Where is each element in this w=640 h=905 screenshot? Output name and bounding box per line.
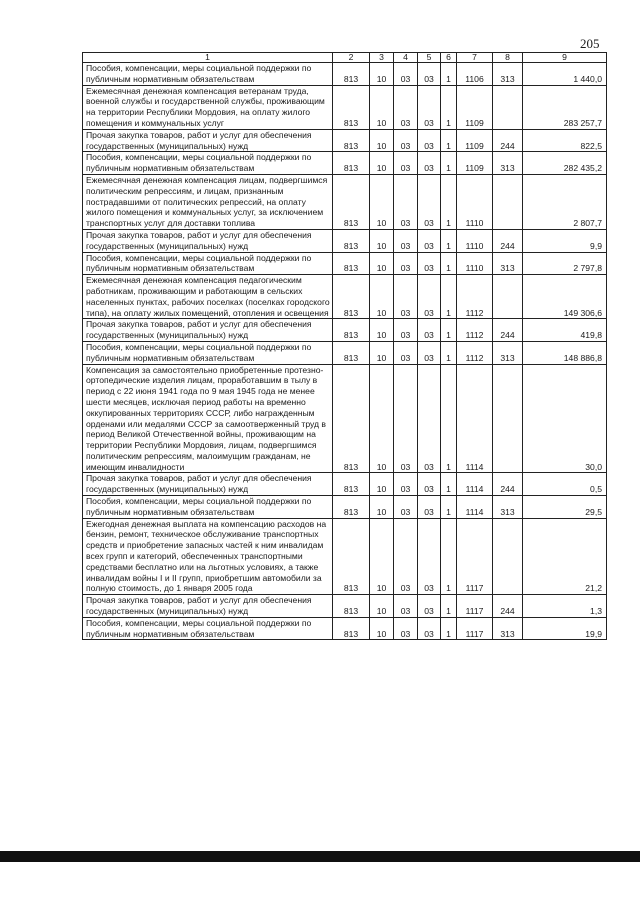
code-cell-c5: 03 [418, 341, 441, 364]
amount-cell: 2 797,8 [523, 252, 607, 275]
code-cell-c6: 1 [441, 364, 457, 473]
code-cell-c2: 813 [333, 496, 370, 519]
code-cell-c8: 244 [493, 473, 523, 496]
code-cell-c6: 1 [441, 252, 457, 275]
column-header-5: 5 [418, 53, 441, 63]
code-cell-c6: 1 [441, 595, 457, 618]
code-cell-c7: 1110 [457, 229, 493, 252]
code-cell-c8 [493, 174, 523, 229]
table-row [83, 85, 607, 129]
code-cell-c5: 03 [418, 364, 441, 473]
expense-item-name: Прочая закупка товаров, работ и услуг для обеспечения государственных (муниципальных) нужд [83, 129, 333, 152]
code-cell-c2: 813 [333, 518, 370, 595]
code-cell-c3: 10 [370, 252, 394, 275]
code-cell-c4: 03 [394, 341, 418, 364]
code-cell-c3: 10 [370, 174, 394, 229]
code-cell-c5: 03 [418, 174, 441, 229]
code-cell-c3: 10 [370, 63, 394, 86]
expense-item-name: Ежемесячная денежная компенсация лицам, подвергшимся политическим репрессиям, и лицам, признанным пострадавшими от политических репрессий, на оплату жилого помещения и коммунальных услуг, за исключением транспортных услуг для доставки топлива [83, 174, 333, 229]
table-row [83, 275, 607, 319]
code-cell-c8: 244 [493, 319, 523, 342]
code-cell-c4: 03 [394, 129, 418, 152]
code-cell-c7: 1109 [457, 152, 493, 175]
code-cell-c6: 1 [441, 473, 457, 496]
amount-cell: 19,9 [523, 617, 607, 640]
code-cell-c3: 10 [370, 319, 394, 342]
code-cell-c7: 1112 [457, 275, 493, 319]
code-cell-c5: 03 [418, 595, 441, 618]
code-cell-c2: 813 [333, 473, 370, 496]
code-cell-c3: 10 [370, 473, 394, 496]
code-cell-c6: 1 [441, 319, 457, 342]
code-cell-c8: 313 [493, 252, 523, 275]
code-cell-c5: 03 [418, 275, 441, 319]
table-row [83, 341, 607, 364]
code-cell-c2: 813 [333, 319, 370, 342]
column-header-3: 3 [370, 53, 394, 63]
budget-table [82, 52, 607, 640]
code-cell-c3: 10 [370, 496, 394, 519]
table-row [83, 364, 607, 473]
code-cell-c4: 03 [394, 252, 418, 275]
code-cell-c2: 813 [333, 252, 370, 275]
code-cell-c8: 313 [493, 63, 523, 86]
code-cell-c7: 1112 [457, 341, 493, 364]
code-cell-c4: 03 [394, 174, 418, 229]
code-cell-c7: 1117 [457, 595, 493, 618]
code-cell-c2: 813 [333, 63, 370, 86]
table-row [83, 252, 607, 275]
code-cell-c5: 03 [418, 518, 441, 595]
code-cell-c5: 03 [418, 63, 441, 86]
code-cell-c5: 03 [418, 496, 441, 519]
code-cell-c5: 03 [418, 319, 441, 342]
amount-cell: 0,5 [523, 473, 607, 496]
amount-cell: 283 257,7 [523, 85, 607, 129]
expense-item-name: Компенсация за самостоятельно приобретенные протезно-ортопедические изделия лицам, проработавшим в тылу в период с 22 июня 1941 года по 9 мая 1945 года не менее шести месяцев, исключая период работы на временно оккупированных территориях СССР, либо награжденным орденами или медалями СССР за самоотверженный труд в период Великой Отечественной войны, проживающим на территории Республики Мордовия, лицам, подвергшимся политическим репрессиям, малоимущим гражданам, не имеющим инвалидности [83, 364, 333, 473]
code-cell-c5: 03 [418, 617, 441, 640]
code-cell-c8: 313 [493, 496, 523, 519]
column-header-8: 8 [493, 53, 523, 63]
code-cell-c3: 10 [370, 275, 394, 319]
code-cell-c8: 313 [493, 617, 523, 640]
code-cell-c7: 1114 [457, 496, 493, 519]
code-cell-c7: 1109 [457, 129, 493, 152]
amount-cell: 9,9 [523, 229, 607, 252]
expense-item-name: Пособия, компенсации, меры социальной поддержки по публичным нормативным обязательствам [83, 63, 333, 86]
expense-item-name: Пособия, компенсации, меры социальной поддержки по публичным нормативным обязательствам [83, 252, 333, 275]
code-cell-c3: 10 [370, 129, 394, 152]
code-cell-c4: 03 [394, 85, 418, 129]
code-cell-c7: 1114 [457, 364, 493, 473]
column-header-1: 1 [83, 53, 333, 63]
expense-item-name: Прочая закупка товаров, работ и услуг для обеспечения государственных (муниципальных) нужд [83, 319, 333, 342]
code-cell-c8: 244 [493, 229, 523, 252]
code-cell-c5: 03 [418, 229, 441, 252]
code-cell-c7: 1106 [457, 63, 493, 86]
table-row [83, 496, 607, 519]
column-header-4: 4 [394, 53, 418, 63]
code-cell-c2: 813 [333, 129, 370, 152]
code-cell-c8: 244 [493, 595, 523, 618]
code-cell-c3: 10 [370, 595, 394, 618]
code-cell-c8: 313 [493, 341, 523, 364]
code-cell-c4: 03 [394, 617, 418, 640]
code-cell-c5: 03 [418, 85, 441, 129]
code-cell-c4: 03 [394, 518, 418, 595]
code-cell-c6: 1 [441, 152, 457, 175]
table-row [83, 129, 607, 152]
expense-item-name: Пособия, компенсации, меры социальной поддержки по публичным нормативным обязательствам [83, 496, 333, 519]
expense-item-name: Прочая закупка товаров, работ и услуг для обеспечения государственных (муниципальных) нужд [83, 473, 333, 496]
code-cell-c8 [493, 275, 523, 319]
amount-cell: 29,5 [523, 496, 607, 519]
code-cell-c6: 1 [441, 518, 457, 595]
code-cell-c4: 03 [394, 63, 418, 86]
column-header-6: 6 [441, 53, 457, 63]
code-cell-c3: 10 [370, 518, 394, 595]
code-cell-c2: 813 [333, 617, 370, 640]
expense-item-name: Пособия, компенсации, меры социальной поддержки по публичным нормативным обязательствам [83, 617, 333, 640]
expense-item-name: Ежегодная денежная выплата на компенсацию расходов на бензин, ремонт, техническое обслуживание транспортных средств и приобретение запасных частей к ним инвалидам всех групп и категорий, обеспеченных транспортными средствами бесплатно или на льготных условиях, а также инвалидам войны I и II групп, приобретшим автомобили за полную стоимость, до 1 января 2005 года [83, 518, 333, 595]
code-cell-c5: 03 [418, 129, 441, 152]
table-row [83, 63, 607, 86]
table-row [83, 152, 607, 175]
table-header-row [83, 53, 607, 63]
code-cell-c3: 10 [370, 229, 394, 252]
expense-item-name: Пособия, компенсации, меры социальной поддержки по публичным нормативным обязательствам [83, 152, 333, 175]
code-cell-c2: 813 [333, 152, 370, 175]
amount-cell: 148 886,8 [523, 341, 607, 364]
scan-edge-bar [0, 851, 640, 862]
code-cell-c2: 813 [333, 275, 370, 319]
code-cell-c2: 813 [333, 229, 370, 252]
code-cell-c8 [493, 85, 523, 129]
code-cell-c4: 03 [394, 275, 418, 319]
table-row [83, 518, 607, 595]
code-cell-c5: 03 [418, 252, 441, 275]
code-cell-c6: 1 [441, 229, 457, 252]
column-header-2: 2 [333, 53, 370, 63]
code-cell-c6: 1 [441, 174, 457, 229]
table-row [83, 595, 607, 618]
table-row [83, 229, 607, 252]
code-cell-c4: 03 [394, 473, 418, 496]
code-cell-c2: 813 [333, 595, 370, 618]
table-row [83, 319, 607, 342]
code-cell-c4: 03 [394, 152, 418, 175]
code-cell-c3: 10 [370, 617, 394, 640]
table-row [83, 473, 607, 496]
code-cell-c7: 1109 [457, 85, 493, 129]
code-cell-c3: 10 [370, 341, 394, 364]
amount-cell: 1 440,0 [523, 63, 607, 86]
code-cell-c6: 1 [441, 63, 457, 86]
table-row [83, 617, 607, 640]
amount-cell: 419,8 [523, 319, 607, 342]
code-cell-c7: 1110 [457, 174, 493, 229]
amount-cell: 822,5 [523, 129, 607, 152]
code-cell-c2: 813 [333, 364, 370, 473]
code-cell-c2: 813 [333, 85, 370, 129]
expense-item-name: Ежемесячная денежная компенсация ветеранам труда, военной службы и государственной службы, проживающим на территории Республики Мордовия, на оплату жилого помещения и коммунальных услуг [83, 85, 333, 129]
table-body [83, 63, 607, 640]
column-header-7: 7 [457, 53, 493, 63]
code-cell-c6: 1 [441, 341, 457, 364]
code-cell-c6: 1 [441, 275, 457, 319]
code-cell-c5: 03 [418, 152, 441, 175]
expense-item-name: Прочая закупка товаров, работ и услуг для обеспечения государственных (муниципальных) нужд [83, 595, 333, 618]
code-cell-c6: 1 [441, 617, 457, 640]
code-cell-c7: 1114 [457, 473, 493, 496]
code-cell-c3: 10 [370, 364, 394, 473]
code-cell-c8 [493, 518, 523, 595]
amount-cell: 149 306,6 [523, 275, 607, 319]
code-cell-c4: 03 [394, 364, 418, 473]
code-cell-c7: 1112 [457, 319, 493, 342]
code-cell-c3: 10 [370, 85, 394, 129]
code-cell-c8 [493, 364, 523, 473]
code-cell-c7: 1117 [457, 518, 493, 595]
code-cell-c4: 03 [394, 595, 418, 618]
expense-item-name: Ежемесячная денежная компенсация педагогическим работникам, проживающим и работающим в сельских населенных пунктах, рабочих поселках (поселках городского типа), на оплату жилых помещений, отопления и освещения [83, 275, 333, 319]
amount-cell: 282 435,2 [523, 152, 607, 175]
code-cell-c6: 1 [441, 85, 457, 129]
code-cell-c6: 1 [441, 129, 457, 152]
code-cell-c4: 03 [394, 319, 418, 342]
code-cell-c4: 03 [394, 229, 418, 252]
code-cell-c5: 03 [418, 473, 441, 496]
expense-item-name: Прочая закупка товаров, работ и услуг для обеспечения государственных (муниципальных) нужд [83, 229, 333, 252]
page-number: 205 [580, 36, 600, 51]
code-cell-c2: 813 [333, 174, 370, 229]
code-cell-c3: 10 [370, 152, 394, 175]
code-cell-c6: 1 [441, 496, 457, 519]
code-cell-c2: 813 [333, 341, 370, 364]
expense-item-name: Пособия, компенсации, меры социальной поддержки по публичным нормативным обязательствам [83, 341, 333, 364]
amount-cell: 2 807,7 [523, 174, 607, 229]
code-cell-c8: 313 [493, 152, 523, 175]
amount-cell: 21,2 [523, 518, 607, 595]
code-cell-c7: 1117 [457, 617, 493, 640]
amount-cell: 30,0 [523, 364, 607, 473]
column-header-9: 9 [523, 53, 607, 63]
code-cell-c7: 1110 [457, 252, 493, 275]
amount-cell: 1,3 [523, 595, 607, 618]
code-cell-c8: 244 [493, 129, 523, 152]
table-row [83, 174, 607, 229]
code-cell-c4: 03 [394, 496, 418, 519]
